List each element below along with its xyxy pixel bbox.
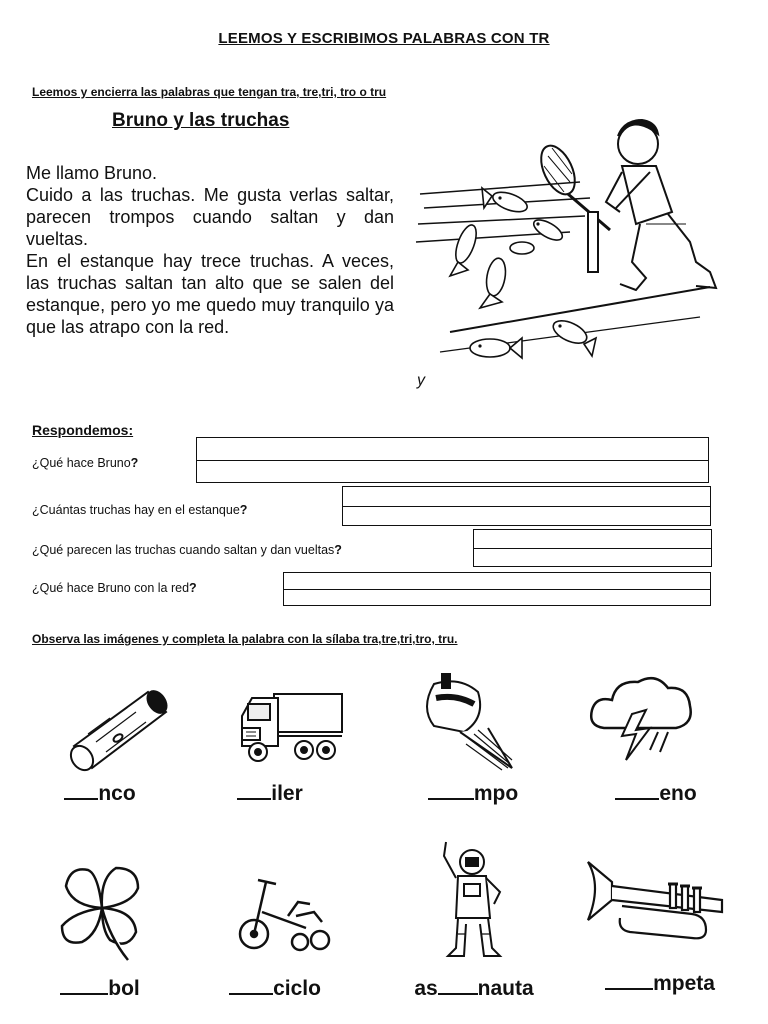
boy-with-net-icon: [410, 112, 730, 402]
page-title: LEEMOS Y ESCRIBIMOS PALABRAS CON TR: [218, 30, 550, 47]
trumpet-icon: [582, 856, 732, 946]
syllable-blank[interactable]: [605, 972, 653, 990]
story-title: Bruno y las truchas: [112, 110, 290, 131]
tricycle-icon: [236, 872, 336, 958]
syllable-blank[interactable]: [438, 977, 478, 995]
question-text: ¿Qué parecen las truchas cuando saltan y dan vueltas: [32, 543, 335, 557]
answer-field-1[interactable]: [196, 437, 709, 483]
story-line: En el estanque hay trece truchas. A veces, las truchas saltan tan alto que se salen del estanque, pero yo me quedo muy tranquilo ya que las atrapo con la red.: [26, 251, 394, 337]
word-tronco: nco: [40, 782, 160, 806]
syllable-blank[interactable]: [615, 782, 659, 800]
question-mark: ?: [334, 543, 342, 557]
spinning-top-picture: [416, 668, 520, 778]
word-trueno: eno: [596, 782, 716, 806]
question-text: ¿Cuántas truchas hay en el estanque: [32, 503, 240, 517]
syllable-blank[interactable]: [428, 782, 474, 800]
question-3: [32, 543, 342, 557]
word-trompo: mpo: [408, 782, 538, 806]
word-triciclo: ciclo: [210, 977, 340, 1001]
trumpet-picture: [582, 856, 732, 946]
word-trebol: bol: [40, 977, 160, 1001]
clover-icon: [52, 858, 152, 964]
answer-field-4[interactable]: [283, 572, 711, 606]
storm-cloud-picture: [586, 670, 696, 778]
story-line: Cuido a las truchas. Me gusta verlas saltar, parecen trompos cuando saltan y dan vueltas.: [26, 185, 394, 249]
questions-heading: Respondemos:: [32, 422, 134, 438]
storm-cloud-icon: [586, 670, 696, 778]
story-line: Me llamo Bruno.: [26, 163, 158, 183]
astronaut-icon: [436, 838, 506, 964]
question-2: [32, 503, 247, 517]
question-mark: ?: [130, 456, 139, 470]
word-trompeta: mpeta: [592, 972, 728, 996]
boy-fishing-illustration: [410, 112, 730, 402]
clover-picture: [52, 858, 152, 964]
story-text: [26, 162, 394, 338]
question-mark: ?: [189, 581, 197, 595]
question-text: ¿Qué hace Bruno con la red: [32, 581, 190, 595]
question-mark: ?: [239, 503, 248, 517]
reading-instruction: Leemos y encierra las palabras que tengan tra, tre,tri, tro o tru: [32, 85, 387, 99]
question-text: ¿Qué hace Bruno: [32, 456, 131, 470]
syllable-blank[interactable]: [237, 782, 271, 800]
syllable-blank[interactable]: [229, 977, 273, 995]
spinning-top-icon: [416, 668, 520, 778]
log-picture: [66, 682, 176, 772]
answer-field-2[interactable]: [342, 486, 711, 526]
truck-picture: [238, 686, 346, 770]
tricycle-picture: [236, 872, 336, 958]
completion-instruction: Observa las imágenes y completa la palabra con la sílaba tra,tre,tri,tro, tru.: [32, 632, 458, 646]
word-trailer: iler: [210, 782, 330, 806]
astronaut-picture: [436, 838, 506, 964]
log-icon: [66, 682, 176, 772]
syllable-blank[interactable]: [60, 977, 108, 995]
syllable-blank[interactable]: [64, 782, 98, 800]
word-astronauta: as nauta: [414, 977, 534, 1000]
question-4: [32, 581, 197, 595]
truck-icon: [238, 686, 346, 770]
question-1: [32, 456, 138, 470]
picture-mark: y: [417, 372, 425, 389]
answer-field-3[interactable]: [473, 529, 712, 567]
